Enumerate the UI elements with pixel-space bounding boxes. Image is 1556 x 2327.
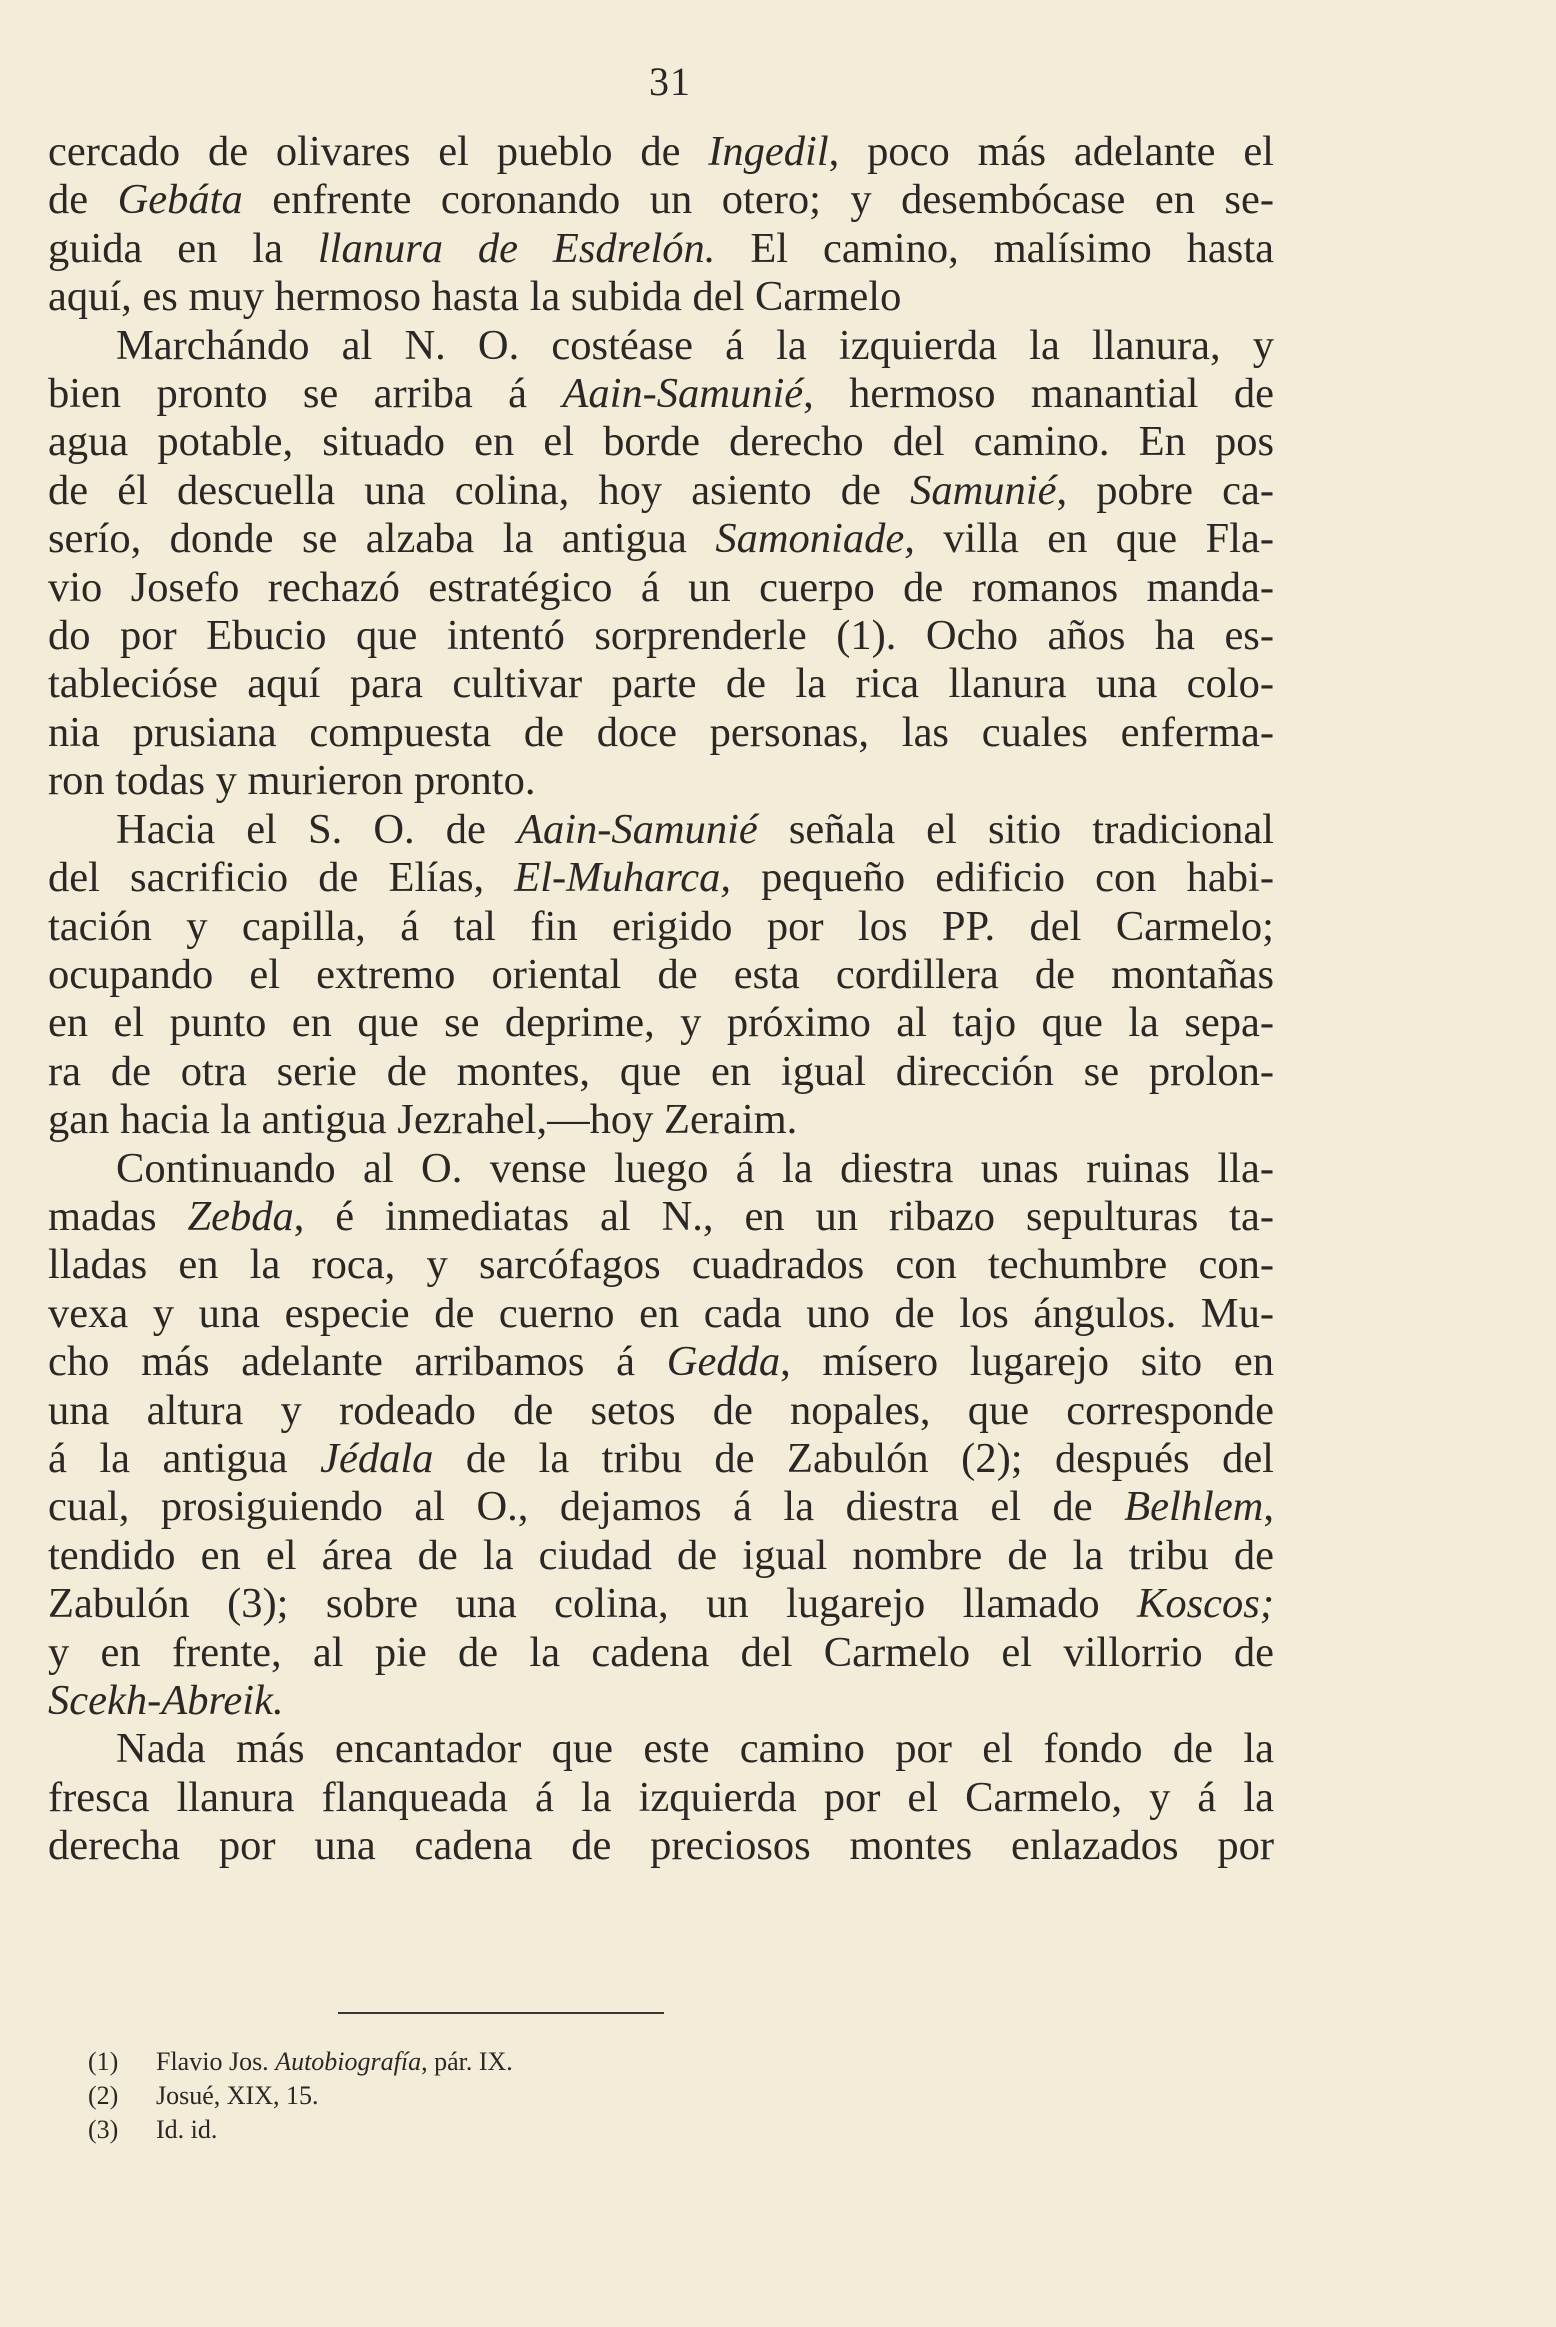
text-line (48, 709, 1274, 757)
text-segment: Hacia el S. O. de (116, 805, 517, 853)
text-line (48, 1677, 1274, 1725)
text-segment: , hermoso manantial de (803, 370, 1274, 418)
italic-text: Koscos; (1137, 1580, 1274, 1628)
footnote-mark: (2) (88, 2081, 119, 2110)
text-segment: cercado de olivares el pueblo de (48, 128, 709, 175)
text-line (48, 418, 1274, 466)
text-segment: ocupando el extremo oriental de esta cordillera de montañas (48, 950, 1274, 998)
text-segment: señala el sitio tradicional (757, 805, 1274, 853)
footnote (88, 2079, 788, 2113)
footnote-mark: (3) (88, 2115, 119, 2144)
text-segment: , pobre ca- (1056, 466, 1274, 514)
text-line (48, 951, 1274, 999)
italic-text: Zebda (187, 1192, 294, 1240)
body-text (48, 128, 1274, 1871)
text-segment: ron todas y murieron pronto. (48, 757, 536, 805)
text-segment: tación y capilla, á tal fin erigido por los PP. del Carmelo; (48, 902, 1274, 950)
text-line (48, 806, 1274, 854)
text-line (48, 1096, 1274, 1144)
italic-text: Ingedil (708, 128, 829, 175)
text-segment: de él descuella una colina, hoy asiento de (48, 466, 911, 514)
text-segment: guida en la (48, 224, 318, 272)
text-segment: El camino, malísimo hasta (715, 224, 1274, 272)
text-line (48, 1822, 1274, 1870)
text-line (48, 903, 1274, 951)
text-line (48, 1725, 1274, 1773)
text-segment: Continuando al O. vense luego á la diestra unas ruinas lla- (116, 1144, 1274, 1192)
text-segment: ra de otra serie de montes, que en igual dirección se prolon- (48, 1047, 1274, 1095)
text-segment: de (48, 176, 118, 224)
footnote (88, 2113, 788, 2147)
text-segment: una altura y rodeado de setos de nopales, que corresponde (48, 1386, 1274, 1434)
text-segment: agua potable, situado en el borde derecho del camino. En pos (48, 418, 1274, 466)
italic-text: Scekh-Abreik. (48, 1677, 284, 1724)
text-line (48, 322, 1274, 370)
text-line (48, 660, 1274, 708)
text-line (48, 1241, 1274, 1289)
text-line (48, 515, 1274, 563)
text-line (48, 225, 1274, 273)
text-line (48, 1629, 1274, 1677)
text-segment: y en frente, al pie de la cadena del Carmelo el villorrio de (48, 1628, 1274, 1676)
italic-text: Gebáta (117, 176, 243, 224)
text-line (48, 273, 1274, 321)
text-line (48, 128, 1274, 176)
footnote-mark: (1) (88, 2047, 119, 2076)
text-segment: cho más adelante arribamos á (48, 1338, 667, 1386)
italic-text: Belhlem (1124, 1483, 1264, 1531)
text-segment: tablecióse aquí para cultivar parte de la rica llanura una colo- (48, 660, 1274, 708)
text-segment: Marchándo al N. O. costéase á la izquierda la llanura, y (116, 321, 1274, 369)
text-segment: Id. id. (156, 2115, 218, 2144)
text-line (48, 176, 1274, 224)
text-line (48, 370, 1274, 418)
text-line (48, 1435, 1274, 1483)
text-line (48, 854, 1274, 902)
text-segment: serío, donde se alzaba la antigua (48, 515, 716, 563)
text-segment: tendido en el área de la ciudad de igual nombre de la tribu de (48, 1531, 1274, 1579)
text-segment: Zabulón (3); sobre una colina, un lugarejo llamado (48, 1580, 1138, 1628)
text-segment: , poco más adelante el (828, 128, 1274, 175)
italic-text: Gedda (666, 1338, 781, 1386)
text-line (48, 999, 1274, 1047)
text-segment: aquí, es muy hermoso hasta la subida del Carmelo (48, 273, 902, 321)
text-line (48, 1048, 1274, 1096)
text-segment: madas (48, 1192, 188, 1240)
text-segment: vio Josefo rechazó estratégico á un cuerpo de romanos manda- (48, 563, 1274, 611)
text-line (48, 757, 1274, 805)
italic-text: Samunié (910, 466, 1057, 514)
italic-text: Aain-Samunié (516, 805, 758, 853)
text-segment: bien pronto se arriba á (48, 370, 563, 418)
text-segment: fresca llanura flanqueada á la izquierda por el Carmelo, y á la (48, 1773, 1274, 1821)
text-line (48, 1774, 1274, 1822)
italic-text: Samoniade, (715, 515, 915, 563)
text-segment: do por Ebucio que intentó sorprenderle (1). Ocho años ha es- (48, 612, 1274, 660)
text-segment: Nada más encantador que este camino por el fondo de la (116, 1725, 1274, 1773)
text-segment: gan hacia la antigua Jezrahel,—hoy Zeraim. (48, 1096, 798, 1144)
text-segment: , mísero lugarejo sito en (780, 1338, 1274, 1386)
text-line (48, 1483, 1274, 1531)
text-segment: del sacrificio de Elías, (48, 854, 515, 902)
text-line (48, 1338, 1274, 1386)
text-segment: , (1263, 1483, 1274, 1531)
footnote-separator (338, 2012, 664, 2014)
text-segment: derecha por una cadena de preciosos montes enlazados por (48, 1822, 1274, 1870)
text-segment: villa en que Fla- (914, 515, 1274, 563)
text-segment: lladas en la roca, y sarcófagos cuadrados con techumbre con- (48, 1241, 1274, 1289)
text-segment: pequeño edificio con habi- (731, 854, 1274, 902)
italic-text: Jédala (320, 1434, 434, 1482)
text-line (48, 1290, 1274, 1338)
footnotes (88, 2045, 788, 2147)
text-line (48, 1193, 1274, 1241)
text-segment: enfrente coronando un otero; y desembócase en se- (242, 176, 1274, 224)
text-segment: , é inmediatas al N., en un ribazo sepulturas ta- (293, 1192, 1274, 1240)
text-line (48, 564, 1274, 612)
italic-text: llanura de Esdrelón. (317, 224, 716, 272)
italic-text: Aain-Samunié (562, 370, 804, 418)
text-segment: á la antigua (48, 1434, 321, 1482)
text-line (48, 1387, 1274, 1435)
text-line (48, 1580, 1274, 1628)
text-segment: nia prusiana compuesta de doce personas, las cuales enferma- (48, 708, 1274, 756)
text-segment: de la tribu de Zabulón (2); después del (433, 1434, 1274, 1482)
text-segment: Flavio Jos. (156, 2047, 276, 2076)
text-segment: Josué, XIX, 15. (156, 2081, 319, 2110)
text-segment: cual, prosiguiendo al O., dejamos á la diestra el de (48, 1483, 1125, 1531)
italic-text: El-Muharca, (514, 854, 732, 902)
text-line (48, 612, 1274, 660)
footnote (88, 2045, 788, 2079)
text-line (48, 1532, 1274, 1580)
text-segment: , pár. IX. (421, 2047, 513, 2076)
text-segment: en el punto en que se deprime, y próximo al tajo que la sepa- (48, 999, 1274, 1047)
italic-text: Autobiografía (275, 2047, 422, 2076)
page-number: 31 (649, 59, 691, 104)
text-segment: vexa y una especie de cuerno en cada uno de los ángulos. Mu- (48, 1289, 1274, 1337)
text-line (48, 1145, 1274, 1193)
text-line (48, 467, 1274, 515)
